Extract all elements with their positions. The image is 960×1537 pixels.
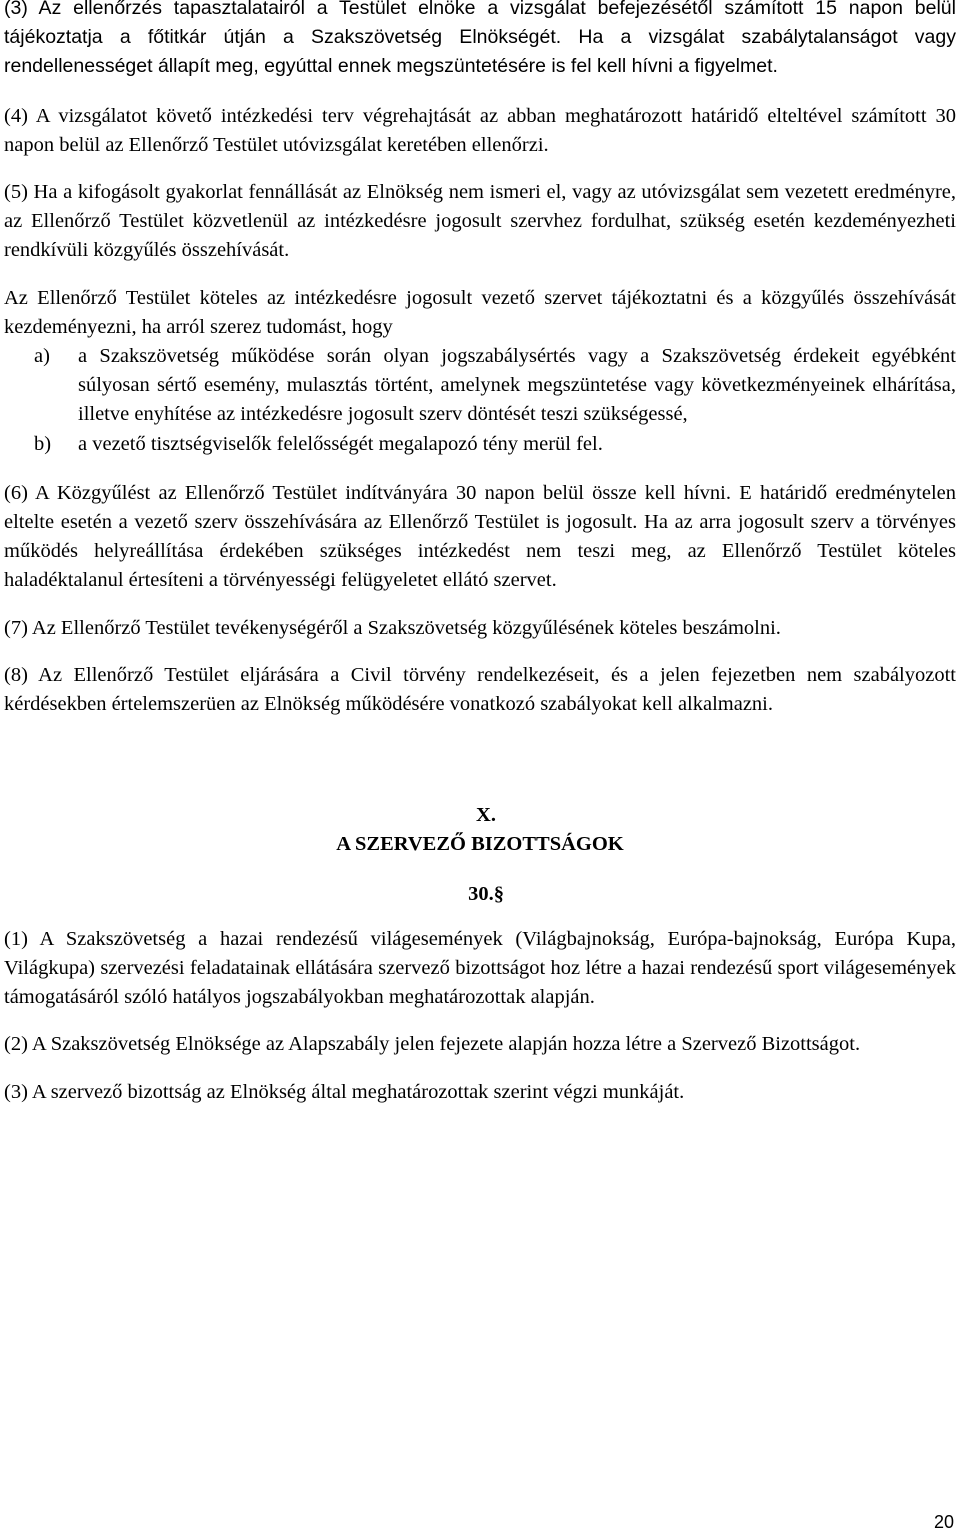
- list-item-a: [4, 342, 956, 430]
- paragraph-4: (4) A vizsgálatot követő intézkedési terv végrehajtását az abban meghatározott határidő elteltével számított 30 napon belül az Ellenőrző Testület utóvizsgálat keretében ellenőrzi.: [4, 104, 956, 156]
- document-page: [4, 0, 956, 1125]
- list-marker-b: b): [34, 432, 52, 455]
- paragraph-intro: Az Ellenőrző Testület köteles az intézkedésre jogosult vezető szervet tájékoztatni és a közgyűlés összehívását kezdeményezni, ha arról szerez tudomást, hogy: [4, 286, 956, 338]
- section-number: 30.§: [468, 882, 504, 905]
- page-number: 20: [933, 1512, 954, 1532]
- chapter-title: A SZERVEZŐ BIZOTTSÁGOK: [336, 833, 624, 856]
- list-text-a: a Szakszövetség működése során olyan jogszabálysértés vagy a Szakszövetség érdekeit egyébként súlyosan sértő esemény, mulasztás történt, amelynek megszüntetése vagy következményeinek elhárítása, illetve enyhítése az intézkedésre jogosult szerv döntését teszi szükségessé,: [78, 345, 956, 426]
- paragraph-7: (7) Az Ellenőrző Testület tevékenységéről a Szakszövetség közgyűlésének köteles beszámolni.: [4, 616, 781, 639]
- list-marker-a: a): [34, 345, 50, 368]
- list-item-b: [4, 430, 956, 459]
- section-paragraph-1: (1) A Szakszövetség a hazai rendezésű világesemények (Világbajnokság, Európa-bajnokság, Európa Kupa, Világkupa) szervezési feladatainak ellátására szervező bizottságot hoz létre a hazai rendezésű sport világesemények támogatásáról szóló hatályos jogszabályokban meghatározottak alapján.: [4, 927, 956, 1009]
- paragraph-6: (6) A Közgyűlést az Ellenőrző Testület indítványára 30 napon belül össze kell hívni. E határidő eredménytelen eltelte esetén a vezető szerv összehívására az Ellenőrző Testület is jogosult. Ha az arra jogosult szerv a törvényes működés helyreállítása érdekében szükséges intézkedést nem teszi meg, az Ellenőrző Testület köteles haladéktalanul értesíteni a törvényességi felügyeletet ellátó szervet.: [4, 481, 956, 592]
- paragraph-5: (5) Ha a kifogásolt gyakorlat fennállását az Elnökség nem ismeri el, vagy az utóvizsgálat sem vezetett eredményre, az Ellenőrző Testület közvetlenül az intézkedésre jogosult szervhez fordulhat, szükség esetén kezdeményezheti rendkívüli közgyűlés összehívását.: [4, 181, 956, 262]
- paragraph-8: (8) Az Ellenőrző Testület eljárására a Civil törvény rendelkezéseit, és a jelen fejezetben nem szabályozott kérdésekben értelemszerüen az Elnökség működésére vonatkozó szabályokat kell alkalmazni.: [4, 663, 956, 716]
- paragraph-3: (3) Az ellenőrzés tapasztalatairól a Testület elnöke a vizsgálat befejezésétől számított 15 napon belül tájékoztatja a főtitkár útján a Szakszövetség Elnökségét. Ha a vizsgálat szabálytalanságot vagy rendellenességet állapít meg, egyúttal ennek megszüntetésére is fel kell hívni a figyelmet.: [4, 0, 956, 78]
- section-paragraph-3: (3) A szervező bizottság az Elnökség által meghatározottak szerint végzi munkáját.: [4, 1080, 685, 1103]
- section-paragraph-2: (2) A Szakszövetség Elnöksége az Alapszabály jelen fejezete alapján hozza létre a Szervező Bizottságot.: [4, 1033, 861, 1056]
- chapter-number: X.: [476, 804, 496, 827]
- condition-list: [4, 342, 956, 459]
- list-text-b: a vezető tisztségviselők felelősségét megalapozó tény merül fel.: [78, 432, 603, 455]
